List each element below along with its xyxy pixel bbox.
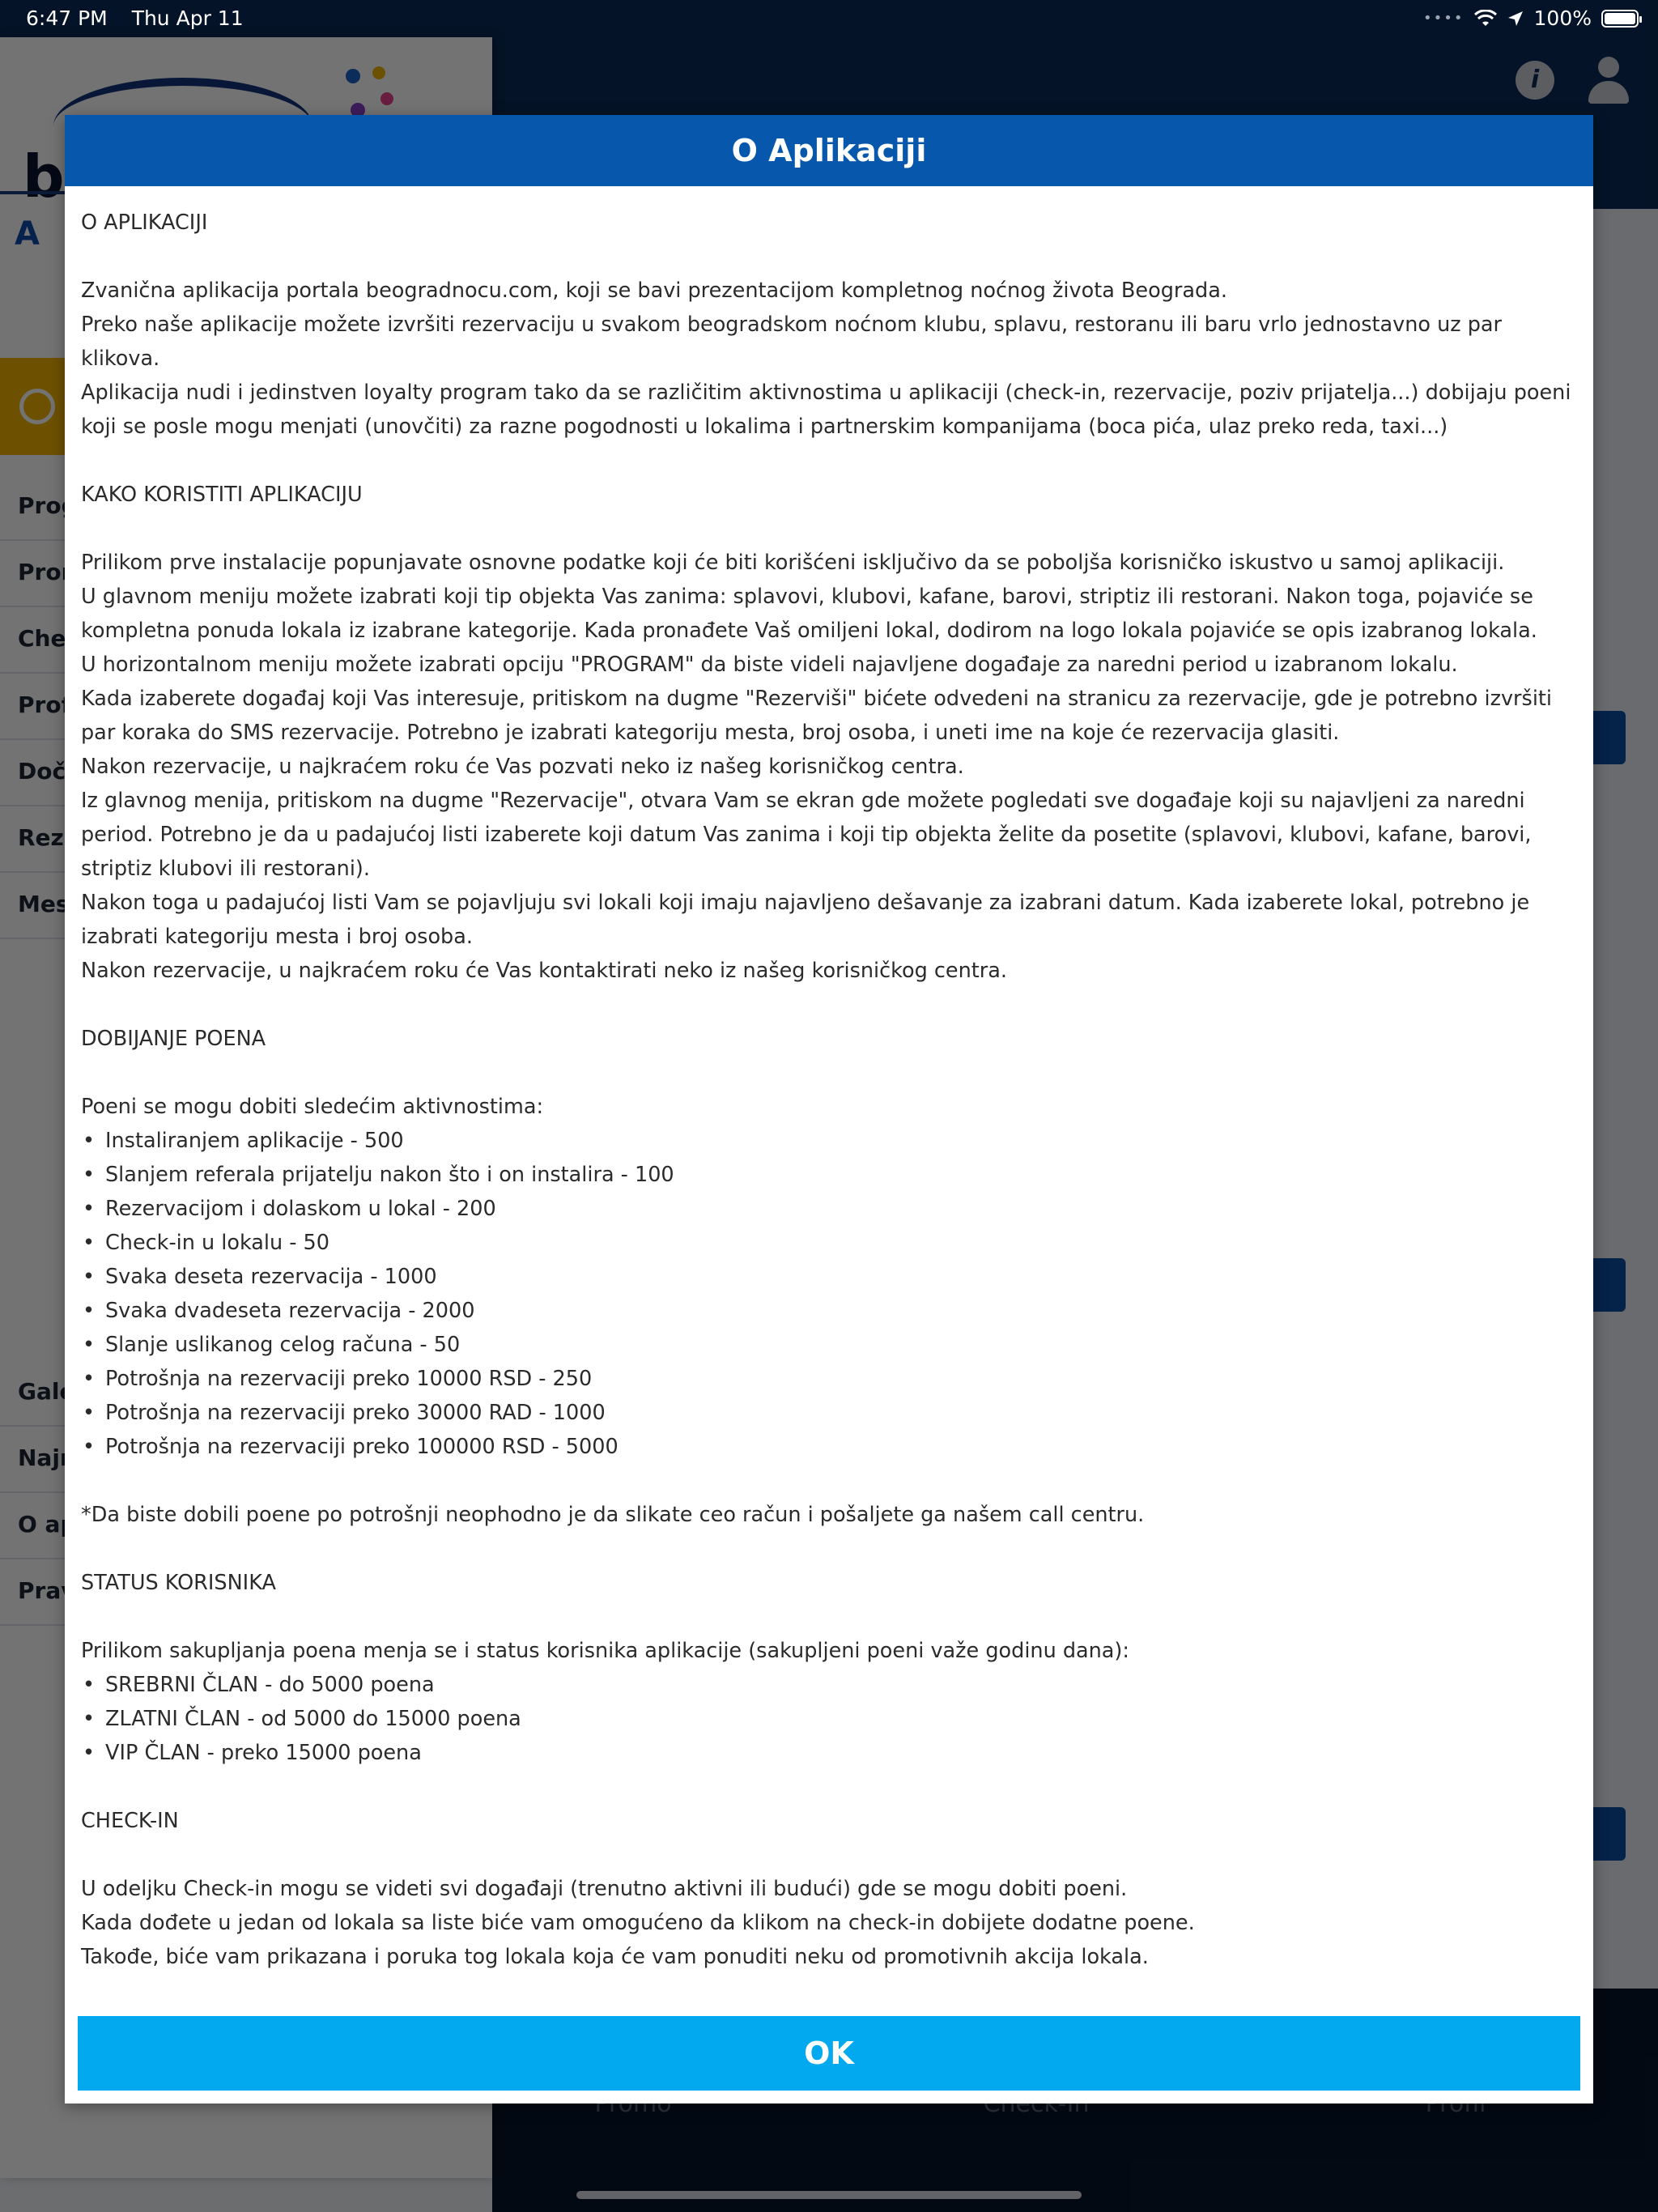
spacer — [81, 444, 1577, 478]
ok-button[interactable]: OK — [78, 2016, 1580, 2091]
section-heading: O APLIKACIJI — [81, 211, 208, 235]
dialog-content[interactable] — [81, 206, 1577, 2092]
spacer — [81, 988, 1577, 1022]
dialog-title: O Aplikaciji — [65, 115, 1593, 186]
paragraph: Nakon rezervacije, u najkraćem roku će Vas pozvati neko iz našeg korisničkog centra. — [81, 755, 964, 779]
list-item: • SREBRNI ČLAN - do 5000 poena — [81, 1668, 1577, 1702]
list-item: • Instaliranjem aplikacije - 500 — [81, 1124, 1577, 1158]
paragraph: Prilikom prve instalacije popunjavate osnovne podatke koji će biti korišćeni isključivo da se poboljša korisničko iskustvo u samoj aplikaciji. — [81, 551, 1505, 575]
spacer — [81, 1056, 1577, 1090]
list-item: • VIP ČLAN - preko 15000 poena — [81, 1736, 1577, 1770]
section-heading: KAKO KORISTITI APLIKACIJU — [81, 483, 363, 507]
section-heading: CHECK-IN — [81, 1809, 179, 1833]
paragraph: Takođe, biće vam prikazana i poruka tog lokala koja će vam ponuditi neku od promotivnih akcija lokala. — [81, 1945, 1149, 1969]
list-item: • Slanje uslikanog celog računa - 50 — [81, 1328, 1577, 1362]
paragraph: U horizontalnom meniju možete izabrati opciju "PROGRAM" da biste videli najavljene događaje za naredni period u izabranom lokalu. — [81, 653, 1458, 677]
list-item: • Svaka deseta rezervacija - 1000 — [81, 1260, 1577, 1294]
about-text — [81, 206, 1577, 1974]
section-heading: DOBIJANJE POENA — [81, 1027, 266, 1051]
paragraph: Poeni se mogu dobiti sledećim aktivnostima: — [81, 1095, 544, 1119]
spacer — [81, 1838, 1577, 1872]
spacer — [81, 240, 1577, 274]
paragraph: U glavnom meniju možete izabrati koji tip objekta Vas zanima: splavovi, klubovi, kafane, barovi, striptiz ili restorani. Nakon toga, pojaviće se kompletna ponuda lokala iz izabrane kategorije. Kada pronađete Vaš omiljeni lokal, dodirom na logo lokala pojaviće se opis izabranog lokala. — [81, 585, 1537, 643]
bullet-list — [81, 1668, 1577, 1770]
list-item: • Check-in u lokalu - 50 — [81, 1226, 1577, 1260]
list-item: • Rezervacijom i dolaskom u lokal - 200 — [81, 1192, 1577, 1226]
about-dialog — [65, 115, 1593, 2104]
list-item: • Potrošnja na rezervaciji preko 100000 RSD - 5000 — [81, 1430, 1577, 1464]
location-arrow-icon — [1507, 10, 1524, 28]
paragraph: Kada dođete u jedan od lokala sa liste biće vam omogućeno da klikom na check-in dobijete dodatne poene. — [81, 1911, 1195, 1935]
list-item: • Slanjem referala prijatelju nakon što i on instalira - 100 — [81, 1158, 1577, 1192]
spacer — [81, 1600, 1577, 1634]
status-time: 6:47 PM — [26, 6, 108, 30]
status-date: Thu Apr 11 — [131, 6, 244, 30]
spacer — [81, 512, 1577, 546]
paragraph: Prilikom sakupljanja poena menja se i status korisnika aplikacije (sakupljeni poeni važe godinu dana): — [81, 1639, 1129, 1663]
section-heading: STATUS KORISNIKA — [81, 1571, 276, 1595]
spacer — [81, 1464, 1577, 1498]
paragraph: U odeljku Check-in mogu se videti svi događaji (trenutno aktivni ili budući) gde se mogu dobiti poeni. — [81, 1877, 1128, 1901]
paragraph: Kada izaberete događaj koji Vas interesuje, pritiskom na dugme "Rezerviši" bićete odvedeni na stranicu za rezervacije, gde je potrebno izvršiti par koraka do SMS rezervacije. Potrebno je izabrati kategoriju mesta, broj osoba, i uneti ime na koje će rezervacija glasiti. — [81, 687, 1552, 745]
paragraph: Nakon rezervacije, u najkraćem roku će Vas kontaktirati neko iz našeg korisničkog centra. — [81, 959, 1008, 983]
wifi-icon — [1474, 10, 1497, 28]
list-item: • Potrošnja na rezervaciji preko 30000 RAD - 1000 — [81, 1396, 1577, 1430]
list-item: • Potrošnja na rezervaciji preko 10000 RSD - 250 — [81, 1362, 1577, 1396]
paragraph: Aplikacija nudi i jedinstven loyalty program tako da se različitim aktivnostima u aplikaciji (check-in, rezervacije, poziv prijatelja...) dobijaju poeni koji se posle mogu menjati (unovčiti) za razne pogodnosti u lokalima i partnerskim kompanijama (boca pića, ulaz preko reda, taxi...) — [81, 381, 1571, 439]
spacer — [81, 1770, 1577, 1804]
footnote: *Da biste dobili poene po potrošnji neophodno je da slikate ceo račun i pošaljete ga našem call centru. — [81, 1503, 1145, 1527]
list-item: • Svaka dvadeseta rezervacija - 2000 — [81, 1294, 1577, 1328]
bullet-list — [81, 1124, 1577, 1464]
paragraph: Zvanična aplikacija portala beogradnocu.com, koji se bavi prezentacijom kompletnog noćnog života Beograda. — [81, 279, 1227, 303]
battery-percent: 100% — [1533, 6, 1592, 30]
paragraph: Iz glavnog menija, pritiskom na dugme "Rezervacije", otvara Vam se ekran gde možete pogledati sve događaje koji su najavljeni za naredni period. Potrebno je da u padajućoj listi izaberete koji datum Vas zanima i koji tip objekta želite da posetite (splavovi, klubovi, kafane, barovi, striptiz klubovi ili restorani). — [81, 789, 1532, 881]
spacer — [81, 1532, 1577, 1566]
signal-icon: •••• — [1423, 10, 1465, 27]
status-bar — [0, 0, 1658, 37]
paragraph: Preko naše aplikacije možete izvršiti rezervaciju u svakom beogradskom noćnom klubu, splavu, restoranu ili baru vrlo jednostavno uz par klikova. — [81, 313, 1503, 371]
battery-icon — [1601, 10, 1639, 28]
list-item: • ZLATNI ČLAN - od 5000 do 15000 poena — [81, 1702, 1577, 1736]
paragraph: Nakon toga u padajućoj listi Vam se pojavljuju svi lokali koji imaju najavljeno dešavanje za izabrani datum. Kada izaberete lokal, potrebno je izabrati kategoriju mesta i broj osoba. — [81, 891, 1530, 949]
